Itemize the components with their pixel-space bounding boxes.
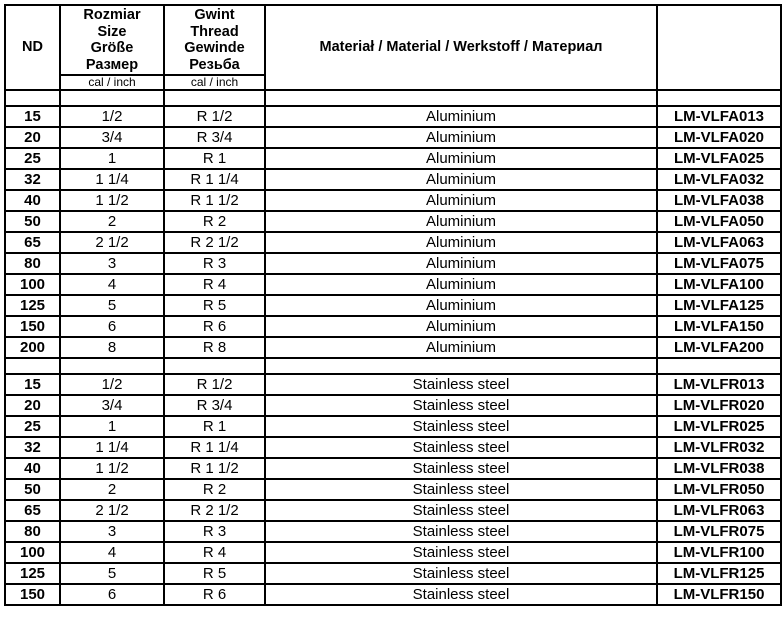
code-cell: LM-VLFA200 [657, 337, 781, 358]
size-cell: 1 [60, 416, 164, 437]
thread-cell: R 1 1/2 [164, 190, 265, 211]
code-cell: LM-VLFA050 [657, 211, 781, 232]
header-size-en: Size [97, 23, 127, 40]
nd-cell: 150 [5, 584, 60, 605]
nd-cell: 65 [5, 232, 60, 253]
size-cell: 6 [60, 316, 164, 337]
header-nd: ND [5, 5, 60, 90]
table-row [5, 563, 781, 584]
thread-cell: R 1 1/4 [164, 437, 265, 458]
material-cell: Stainless steel [265, 563, 657, 584]
nd-cell: 25 [5, 148, 60, 169]
material-cell: Stainless steel [265, 458, 657, 479]
header-thread-pl: Gwint [194, 7, 235, 23]
table-row [5, 521, 781, 542]
material-cell: Aluminium [265, 253, 657, 274]
code-cell: LM-VLFR038 [657, 458, 781, 479]
thread-cell: R 1/2 [164, 374, 265, 395]
thread-cell: R 4 [164, 542, 265, 563]
size-cell: 6 [60, 584, 164, 605]
material-cell: Aluminium [265, 106, 657, 127]
code-cell: LM-VLFR032 [657, 437, 781, 458]
code-cell: LM-VLFA038 [657, 190, 781, 211]
thread-cell: R 6 [164, 584, 265, 605]
header-size-ru: Размер [85, 56, 139, 73]
table-row [5, 337, 781, 358]
thread-cell: R 3 [164, 521, 265, 542]
thread-cell: R 1 1/2 [164, 458, 265, 479]
code-cell: LM-VLFA150 [657, 316, 781, 337]
material-cell: Stainless steel [265, 374, 657, 395]
table-row [5, 458, 781, 479]
size-cell: 2 1/2 [60, 500, 164, 521]
group-spacer-row [5, 90, 781, 106]
size-cell: 1/2 [60, 374, 164, 395]
thread-cell: R 5 [164, 295, 265, 316]
nd-cell: 20 [5, 127, 60, 148]
product-table-container [4, 4, 782, 606]
thread-cell: R 5 [164, 563, 265, 584]
size-unit: cal / inch [60, 75, 164, 90]
table-row [5, 106, 781, 127]
size-cell: 5 [60, 295, 164, 316]
nd-cell: 80 [5, 253, 60, 274]
code-cell: LM-VLFA013 [657, 106, 781, 127]
nd-cell: 32 [5, 169, 60, 190]
code-cell: LM-VLFA025 [657, 148, 781, 169]
header-size-de: Größe [90, 40, 134, 56]
header-size-pl: Rozmiar [83, 7, 141, 23]
material-cell: Aluminium [265, 316, 657, 337]
size-cell: 3 [60, 521, 164, 542]
material-cell: Stainless steel [265, 500, 657, 521]
material-cell: Aluminium [265, 190, 657, 211]
thread-cell: R 2 1/2 [164, 500, 265, 521]
thread-cell: R 2 1/2 [164, 232, 265, 253]
thread-cell: R 8 [164, 337, 265, 358]
table-row [5, 232, 781, 253]
table-row [5, 169, 781, 190]
code-cell: LM-VLFA032 [657, 169, 781, 190]
code-cell: LM-VLFR075 [657, 521, 781, 542]
size-cell: 4 [60, 274, 164, 295]
table-row [5, 395, 781, 416]
header-code [657, 5, 781, 90]
code-cell: LM-VLFA075 [657, 253, 781, 274]
table-body [5, 90, 781, 605]
material-cell: Stainless steel [265, 416, 657, 437]
spacer-cell [657, 358, 781, 374]
thread-cell: R 2 [164, 211, 265, 232]
code-cell: LM-VLFA063 [657, 232, 781, 253]
nd-cell: 15 [5, 106, 60, 127]
material-cell: Stainless steel [265, 542, 657, 563]
table-row [5, 211, 781, 232]
header-size [60, 5, 164, 75]
table-row [5, 584, 781, 605]
spacer-cell [164, 90, 265, 106]
code-cell: LM-VLFR025 [657, 416, 781, 437]
group-spacer-row [5, 358, 781, 374]
table-row [5, 295, 781, 316]
size-cell: 3/4 [60, 395, 164, 416]
code-cell: LM-VLFA100 [657, 274, 781, 295]
material-cell: Aluminium [265, 169, 657, 190]
spacer-cell [60, 90, 164, 106]
material-cell: Aluminium [265, 274, 657, 295]
material-cell: Stainless steel [265, 437, 657, 458]
thread-unit: cal / inch [164, 75, 265, 90]
nd-cell: 50 [5, 479, 60, 500]
product-table [4, 4, 782, 606]
size-cell: 2 [60, 479, 164, 500]
material-cell: Aluminium [265, 295, 657, 316]
code-cell: LM-VLFR150 [657, 584, 781, 605]
material-cell: Aluminium [265, 127, 657, 148]
thread-cell: R 1/2 [164, 106, 265, 127]
thread-cell: R 1 [164, 416, 265, 437]
table-row [5, 127, 781, 148]
material-cell: Stainless steel [265, 479, 657, 500]
nd-cell: 200 [5, 337, 60, 358]
table-row [5, 190, 781, 211]
material-cell: Aluminium [265, 337, 657, 358]
table-row [5, 479, 781, 500]
material-cell: Stainless steel [265, 521, 657, 542]
code-cell: LM-VLFR013 [657, 374, 781, 395]
nd-cell: 20 [5, 395, 60, 416]
spacer-cell [265, 358, 657, 374]
nd-cell: 100 [5, 542, 60, 563]
table-row [5, 500, 781, 521]
size-cell: 1 1/4 [60, 169, 164, 190]
table-row [5, 253, 781, 274]
code-cell: LM-VLFA020 [657, 127, 781, 148]
nd-cell: 15 [5, 374, 60, 395]
thread-cell: R 3/4 [164, 395, 265, 416]
code-cell: LM-VLFR125 [657, 563, 781, 584]
spacer-cell [657, 90, 781, 106]
thread-cell: R 3 [164, 253, 265, 274]
nd-cell: 80 [5, 521, 60, 542]
nd-cell: 125 [5, 563, 60, 584]
code-cell: LM-VLFR050 [657, 479, 781, 500]
table-row [5, 316, 781, 337]
nd-cell: 40 [5, 458, 60, 479]
size-cell: 3 [60, 253, 164, 274]
nd-cell: 65 [5, 500, 60, 521]
nd-cell: 125 [5, 295, 60, 316]
spacer-cell [5, 90, 60, 106]
size-cell: 1 1/4 [60, 437, 164, 458]
header-thread-ru: Резьба [189, 56, 240, 73]
header-material: Materiał / Material / Werkstoff / Материал [265, 5, 657, 90]
nd-cell: 32 [5, 437, 60, 458]
header-thread [164, 5, 265, 75]
thread-cell: R 1 1/4 [164, 169, 265, 190]
size-cell: 4 [60, 542, 164, 563]
header-row [5, 5, 781, 75]
size-cell: 1 1/2 [60, 190, 164, 211]
spacer-cell [265, 90, 657, 106]
material-cell: Aluminium [265, 232, 657, 253]
material-cell: Stainless steel [265, 395, 657, 416]
size-cell: 1/2 [60, 106, 164, 127]
spacer-cell [164, 358, 265, 374]
nd-cell: 50 [5, 211, 60, 232]
code-cell: LM-VLFR063 [657, 500, 781, 521]
nd-cell: 25 [5, 416, 60, 437]
nd-cell: 150 [5, 316, 60, 337]
code-cell: LM-VLFR020 [657, 395, 781, 416]
thread-cell: R 4 [164, 274, 265, 295]
thread-cell: R 3/4 [164, 127, 265, 148]
size-cell: 3/4 [60, 127, 164, 148]
material-cell: Aluminium [265, 211, 657, 232]
spacer-cell [5, 358, 60, 374]
thread-cell: R 1 [164, 148, 265, 169]
spacer-cell [60, 358, 164, 374]
code-cell: LM-VLFR100 [657, 542, 781, 563]
size-cell: 1 [60, 148, 164, 169]
table-row [5, 437, 781, 458]
table-row [5, 148, 781, 169]
size-cell: 5 [60, 563, 164, 584]
material-cell: Aluminium [265, 148, 657, 169]
code-cell: LM-VLFA125 [657, 295, 781, 316]
material-cell: Stainless steel [265, 584, 657, 605]
header-thread-en: Thread [190, 23, 239, 40]
table-row [5, 274, 781, 295]
size-cell: 8 [60, 337, 164, 358]
table-row [5, 374, 781, 395]
thread-cell: R 6 [164, 316, 265, 337]
size-cell: 2 [60, 211, 164, 232]
nd-cell: 40 [5, 190, 60, 211]
size-cell: 1 1/2 [60, 458, 164, 479]
header-thread-de: Gewinde [184, 40, 245, 56]
size-cell: 2 1/2 [60, 232, 164, 253]
table-row [5, 416, 781, 437]
nd-cell: 100 [5, 274, 60, 295]
table-row [5, 542, 781, 563]
thread-cell: R 2 [164, 479, 265, 500]
